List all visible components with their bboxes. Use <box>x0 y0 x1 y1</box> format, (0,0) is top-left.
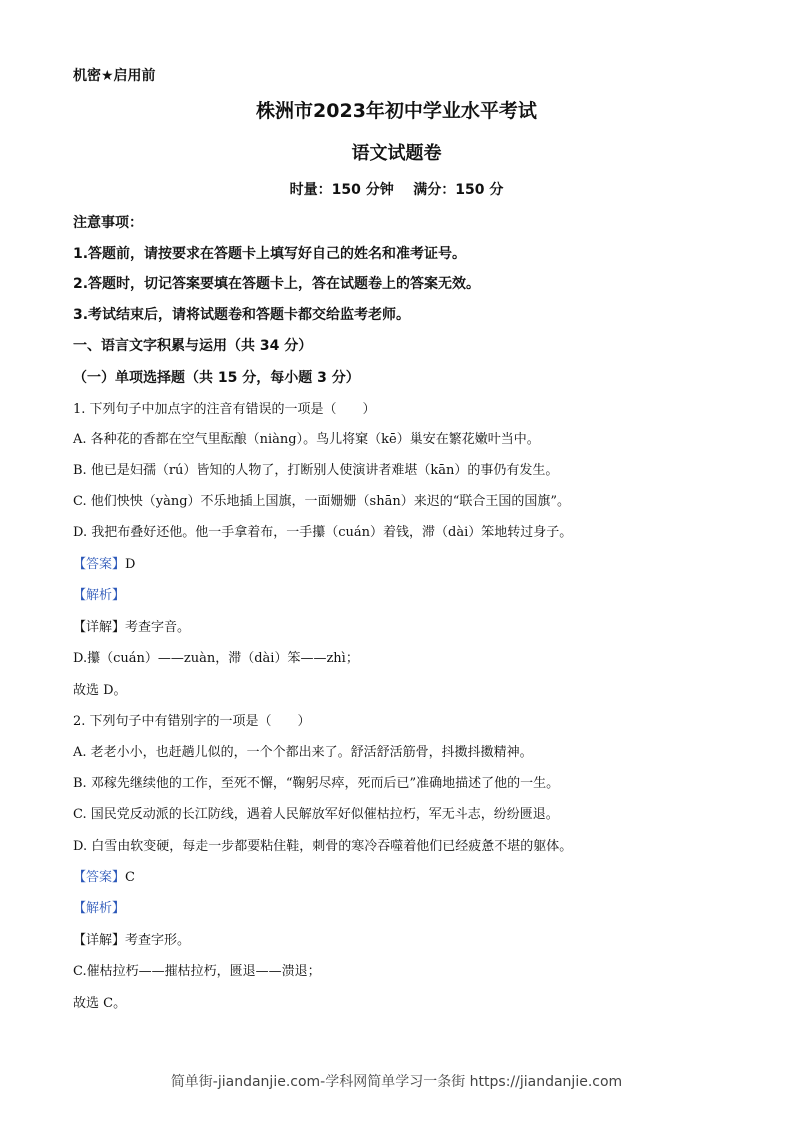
q1-option-a: A. 各种花的香都在空气里酝酿（niàng）。鸟儿将窠（kē）巢安在繁花嫩叶当中。 <box>73 432 540 447</box>
q2-explain: C.催枯拉朽——摧枯拉朽，匮退——溃退； <box>73 964 321 979</box>
q2-option-a: A. 老老小小，也赶趟儿似的，一个个都出来了。舒活舒活筋骨，抖擞抖擞精神。 <box>73 745 533 760</box>
q1-option-b: B. 他已是妇孺（rú）皆知的人物了，打断别人使演讲者难堪（kān）的事仍有发生。 <box>73 463 559 478</box>
section-title: 一、语言文字积累与运用（共 34 分） <box>73 338 313 354</box>
answer-value: D <box>125 557 136 572</box>
q2-analysis-label: 【解析】 <box>73 901 126 916</box>
q1-conclusion: 故选 D。 <box>73 683 127 698</box>
q2-answer <box>73 869 135 887</box>
answer-value: C <box>125 870 135 885</box>
part-title: （一）单项选择题（共 15 分，每小题 3 分） <box>73 370 360 386</box>
q1-option-d: D. 我把布叠好还他。他一手拿着布，一手攥（cuán）着钱，滞（dài）笨地转过身子。 <box>73 525 573 540</box>
answer-label: 【答案】 <box>73 557 126 572</box>
q2-stem: 2. 下列句子中有错别字的一项是（ ） <box>73 714 311 729</box>
q1-analysis-label: 【解析】 <box>73 588 126 603</box>
exam-meta: 时量：150 分钟 满分：150 分 <box>289 182 504 198</box>
paper-subtitle: 语文试题卷 <box>351 143 442 164</box>
q2-conclusion: 故选 C。 <box>73 996 127 1011</box>
notes-title: 注意事项： <box>73 215 143 231</box>
q2-option-c: C. 国民党反动派的长江防线，遇着人民解放军好似催枯拉朽，军无斗志，纷纷匮退。 <box>73 807 559 822</box>
q1-explain: D.攥（cuán）——zuàn，滞（dài）笨——zhì； <box>73 651 359 666</box>
confidential-label: 机密★启用前 <box>73 68 156 84</box>
q1-detail: 【详解】考查字音。 <box>73 620 191 635</box>
q2-detail: 【详解】考查字形。 <box>73 933 191 948</box>
exam-title: 株洲市2023年初中学业水平考试 <box>256 100 537 122</box>
q2-option-b: B. 邓稼先继续他的工作，至死不懈，“鞠躬尽瘁，死而后已”准确地描述了他的一生。 <box>73 776 560 791</box>
q1-stem: 1. 下列句子中加点字的注音有错误的一项是（ ） <box>73 402 376 417</box>
note-item-1: 1.答题前，请按要求在答题卡上填写好自己的姓名和准考证号。 <box>73 246 467 262</box>
q1-answer <box>73 556 135 574</box>
note-item-2: 2.答题时，切记答案要填在答题卡上，答在试题卷上的答案无效。 <box>73 276 481 292</box>
q1-option-c: C. 他们怏怏（yàng）不乐地插上国旗，一面姗姗（shān）来迟的“联合王国的国旗”。 <box>73 494 570 509</box>
answer-label: 【答案】 <box>73 870 126 885</box>
q2-option-d: D. 白雪由软变硬，每走一步都要粘住鞋，刺骨的寒冷吞噬着他们已经疲惫不堪的躯体。 <box>73 839 573 854</box>
page-footer: 简单街-jiandanjie.com-学科网简单学习一条街 https://jiandanjie.com <box>170 1074 623 1090</box>
note-item-3: 3.考试结束后，请将试题卷和答题卡都交给监考老师。 <box>73 307 411 323</box>
